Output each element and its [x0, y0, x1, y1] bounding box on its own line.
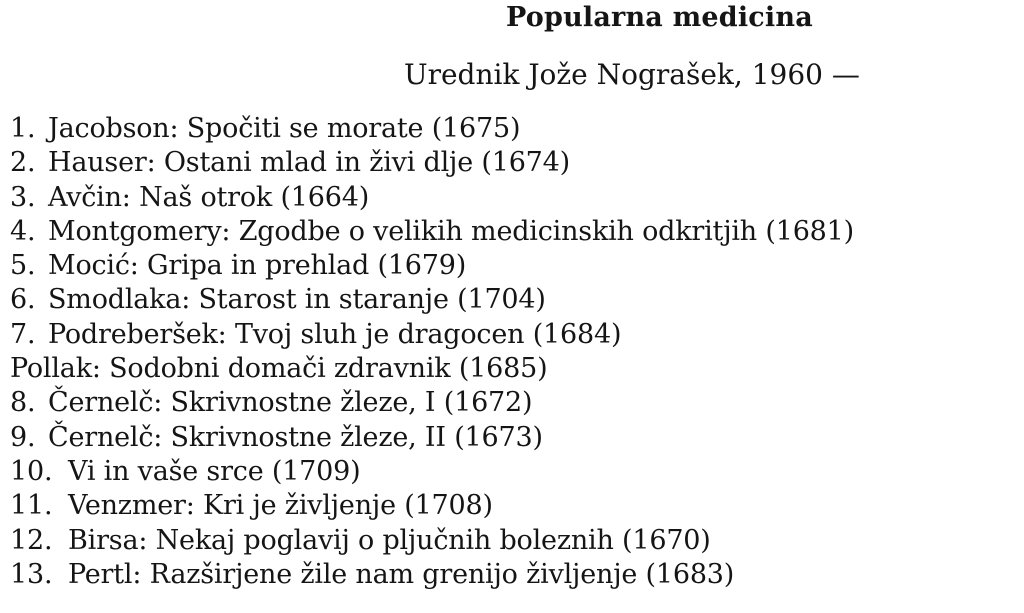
- list-item: [10, 421, 854, 455]
- document-title: Popularna medicina: [506, 2, 813, 33]
- item-number: 7.: [10, 318, 36, 350]
- item-number: 10.: [10, 455, 53, 487]
- item-text: Mocić: Gripa in prehlad (1679): [48, 250, 467, 282]
- item-text: Pertl: Razširjene žile nam grenijo življenje (1683): [68, 558, 735, 590]
- item-number: 8.: [10, 387, 36, 419]
- list-item: [10, 489, 854, 523]
- list-item-unnumbered: [10, 352, 854, 386]
- list-item: [10, 146, 854, 180]
- book-list: [10, 112, 854, 592]
- item-number: 13.: [10, 558, 53, 590]
- item-number: 4.: [10, 215, 36, 247]
- item-number: 2.: [10, 147, 36, 179]
- item-number: 6.: [10, 284, 36, 316]
- list-item: [10, 386, 854, 420]
- item-text: Birsa: Nekaj poglavij o pljučnih boleznih (1670): [68, 524, 711, 556]
- item-text: Pollak: Sodobni domači zdravnik (1685): [10, 353, 548, 385]
- item-text: Smodlaka: Starost in staranje (1704): [48, 284, 546, 316]
- item-text: Venzmer: Kri je življenje (1708): [68, 490, 493, 522]
- item-number: 11.: [10, 490, 53, 522]
- list-item: [10, 215, 854, 249]
- item-number: 3.: [10, 181, 36, 213]
- item-text: Hauser: Ostani mlad in živi dlje (1674): [48, 147, 570, 179]
- list-item: [10, 558, 854, 592]
- item-text: Černelč: Skrivnostne žleze, II (1673): [48, 421, 543, 453]
- item-text: Jacobson: Spočiti se morate (1675): [48, 113, 521, 144]
- item-number: 1.: [10, 113, 36, 144]
- list-item: [10, 455, 854, 489]
- editor-line: Urednik Jože Nograšek, 1960 —: [404, 58, 860, 91]
- item-text: Černelč: Skrivnostne žleze, I (1672): [48, 387, 533, 419]
- item-text: Avčin: Naš otrok (1664): [48, 181, 370, 213]
- item-text: Podreberšek: Tvoj sluh je dragocen (1684): [48, 318, 622, 350]
- item-text: Montgomery: Zgodbe o velikih medicinskih odkritjih (1681): [48, 215, 854, 247]
- list-item: [10, 249, 854, 283]
- item-number: 9.: [10, 421, 36, 453]
- list-item: [10, 524, 854, 558]
- item-number: 5.: [10, 250, 36, 282]
- list-item: [10, 318, 854, 352]
- item-text: Vi in vaše srce (1709): [68, 455, 361, 487]
- list-item: [10, 112, 854, 146]
- list-item: [10, 283, 854, 317]
- item-number: 12.: [10, 524, 53, 556]
- list-item: [10, 181, 854, 215]
